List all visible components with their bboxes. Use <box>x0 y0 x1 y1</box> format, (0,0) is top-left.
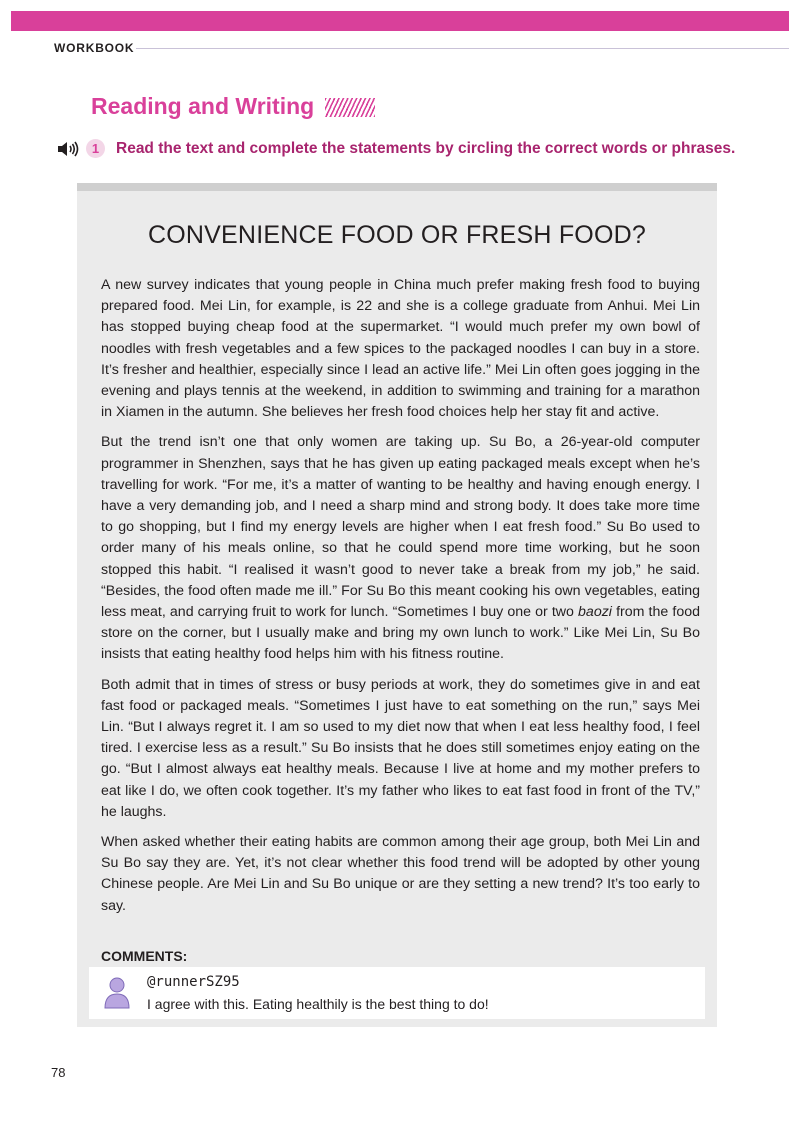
italic-term: baozi <box>578 604 612 621</box>
hatch-decoration <box>325 98 375 117</box>
workbook-label: WORKBOOK <box>54 41 135 55</box>
paragraph-text: from the food store on the corner, but I usually make and bring my own lunch to work.” Like Mei Lin, Su Bo insists that eating healthy food helps him with his fitness routine. <box>101 604 700 663</box>
article-panel <box>77 183 717 1027</box>
paragraph-text: But the trend isn’t one that only women are taking up. Su Bo, a 26-year-old computer programmer in Shenzhen, says that he has given up eating packaged meals except when he’s travelling for work. “For me, it’s a matter of wanting to be healthy and having enough energy. I have a very demanding job, and I need a sharp mind and strong body. It does take more time to go shopping, but I find my energy levels are higher when I eat fresh food.” Su Bo used to order many of his meals online, so that he could spend more time working, but he soon stopped this habit. “I realised it wasn’t good to never take a break from my job,” he said. “Besides, the food often made me ill.” For Su Bo this meant cooking his own vegetables, eating less meat, and carrying fruit to work for lunch. “Sometimes I buy one or two <box>101 434 700 621</box>
speaker-icon[interactable] <box>57 140 79 158</box>
article-paragraph <box>101 432 700 665</box>
header-divider <box>136 48 789 49</box>
section-title: Reading and Writing <box>91 93 315 119</box>
comment-text: I agree with this. Eating healthily is the best thing to do! <box>147 996 489 1012</box>
exercise-instruction: Read the text and complete the statements by circling the correct words or phrases. <box>116 140 736 157</box>
page-number: 78 <box>51 1065 66 1080</box>
exercise-number-badge: 1 <box>86 139 105 158</box>
avatar-icon <box>103 975 131 1009</box>
comments-label: COMMENTS: <box>101 948 188 964</box>
article-paragraph: When asked whether their eating habits are common among their age group, both Mei Lin and Su Bo say they are. Yet, it’s not clear whether this food trend will be adopted by other young Chinese people. Are Mei Lin and Su Bo unique or are they setting a new trend? It’s too early to say. <box>101 834 700 914</box>
article-paragraph: A new survey indicates that young people in China much prefer making fresh food to buying prepared food. Mei Lin, for example, is 22 and she is a college graduate from Anhui. Mei Lin has stopped buying cheap food at the supermarket. “I would much prefer my own bowl of noodles with fresh vegetables and a few spices to the packaged noodles I can buy in a store. It’s fresher and healthier, especially since I lead an active life.” Mei Lin often goes jogging in the evening and plays tennis at the weekend, in addition to swimming and training for a marathon in Xiamen in the autumn. She believes her fresh food choices help her stay fit and active. <box>101 277 700 421</box>
article-title: CONVENIENCE FOOD OR FRESH FOOD? <box>148 221 646 249</box>
top-accent-bar <box>11 11 789 31</box>
comment-item <box>89 967 705 1019</box>
comment-username: @runnerSZ95 <box>147 974 240 990</box>
article-paragraph: Both admit that in times of stress or busy periods at work, they do sometimes give in and eat fast food or packaged meals. “Sometimes I just have to eat something on the run,” says Mei Lin. “But I always regret it. I am so used to my diet now that when I eat less healthy food, I feel tired. I exercise less as a result.” Su Bo insists that he does still sometimes enjoy eating on the go. “But I almost always eat healthy meals. Because I live at home and my mother prefers to eat like I do, we often cook together. It’s my father who likes to eat fast food in front of the TV,” he laughs. <box>101 676 700 820</box>
article-body <box>101 275 700 926</box>
